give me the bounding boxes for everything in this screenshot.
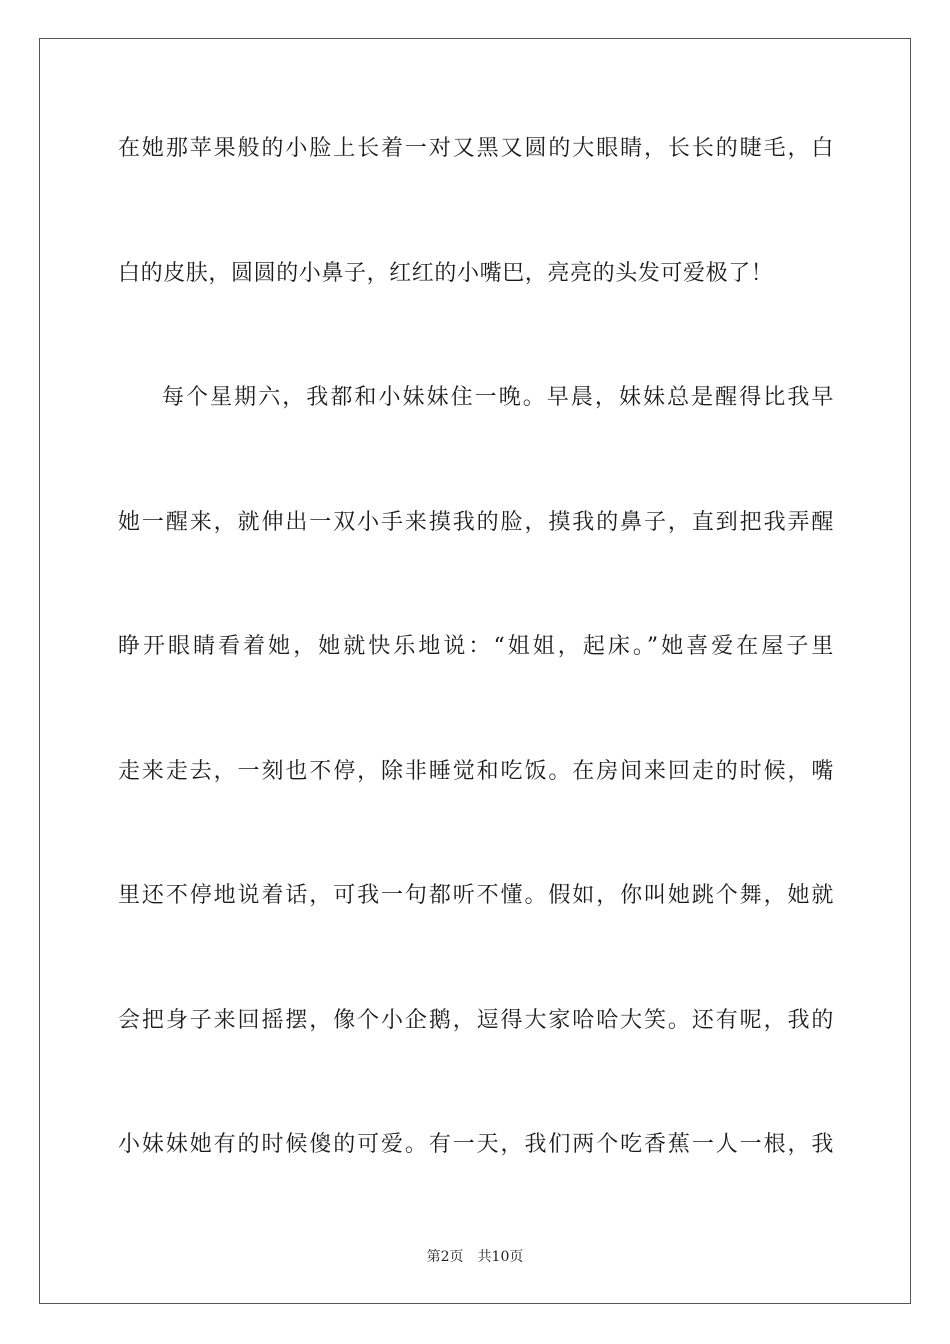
body-text-line: 睁开眼睛看着她，她就快乐地说：“姐姐，起床。”她喜爱在屋子里 (118, 634, 834, 659)
body-text-line: 她一醒来，就伸出一双小手来摸我的脸，摸我的鼻子，直到把我弄醒 (118, 510, 834, 535)
paragraph-first-line: 每个星期六，我都和小妹妹住一晚。早晨，妹妹总是醒得比我早 (162, 385, 834, 410)
body-text-line: 会把身子来回摇摆，像个小企鹅，逗得大家哈哈大笑。还有呢，我的 (118, 1008, 834, 1033)
body-text-line: 白的皮肤，圆圆的小鼻子，红红的小嘴巴，亮亮的头发可爱极了！ (118, 261, 774, 286)
body-text-line: 走来走去，一刻也不停，除非睡觉和吃饭。在房间来回走的时候，嘴 (118, 759, 834, 784)
page-border (39, 38, 911, 1304)
page-footer (0, 1248, 950, 1266)
body-text-line: 小妹妹她有的时候傻的可爱。有一天，我们两个吃香蕉一人一根，我 (118, 1132, 834, 1157)
page-number: 第2页 (426, 1249, 464, 1265)
body-text-line: 在她那苹果般的小脸上长着一对又黑又圆的大眼睛，长长的睫毛，白 (118, 136, 834, 161)
body-text-line: 里还不停地说着话，可我一句都听不懂。假如，你叫她跳个舞，她就 (118, 883, 834, 908)
page-total: 共10页 (477, 1249, 524, 1265)
